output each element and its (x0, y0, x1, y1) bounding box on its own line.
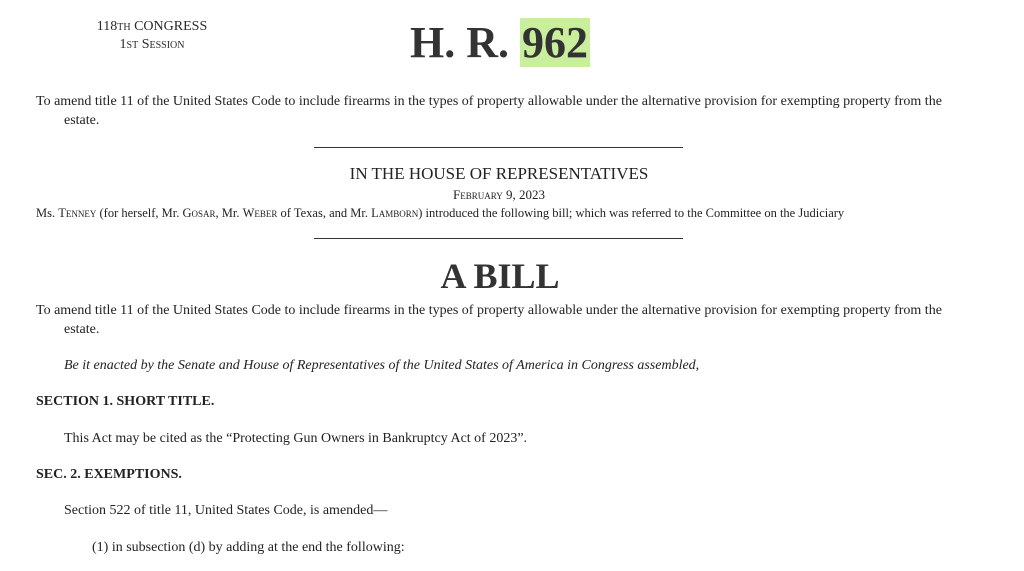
section-2-item-1: (1) in subsection (d) by adding at the end the following: (92, 540, 405, 555)
divider-top (314, 147, 683, 148)
session-number: 1st Session (119, 37, 185, 52)
cosponsor-name: Lamborn (371, 206, 419, 220)
bill-prefix: H. R. (410, 18, 520, 67)
section-1-heading: SECTION 1. SHORT TITLE. (36, 394, 215, 409)
section-1-text: This Act may be cited as the “Protecting Gun Owners in Bankruptcy Act of 2023”. (64, 431, 528, 446)
introduction-date: February 9, 2023 (453, 187, 545, 202)
congress-session-label (88, 18, 216, 54)
bill-purpose-line-2: estate. (64, 322, 100, 337)
divider-bottom (314, 238, 683, 239)
bill-purpose-text (36, 301, 966, 339)
bill-purpose-line-1: To amend title 11 of the United States Code to include firearms in the types of property allowable under the alternative provision for exempting property from the (36, 303, 942, 318)
bill-number-title (380, 16, 620, 70)
section-2-heading: SEC. 2. EXEMPTIONS. (36, 467, 182, 482)
a-bill-heading: A BILL (440, 256, 560, 296)
sponsors-line: Ms. Tenney (for herself, Mr. Gosar, Mr. Weber of Texas, and Mr. Lamborn) introduced the following bill; which was referred to the Committee on the Judiciary (36, 206, 845, 220)
congress-number: 118th CONGRESS (96, 19, 208, 34)
cosponsor-name: Gosar (182, 206, 216, 220)
section-2-text: Section 522 of title 11, United States Code, is amended— (64, 503, 388, 518)
bill-purpose-summary (36, 92, 966, 130)
cosponsor-name: Weber (242, 206, 278, 220)
purpose-line-2: estate. (64, 113, 100, 128)
house-heading: IN THE HOUSE OF REPRESENTATIVES (349, 164, 649, 183)
bill-number-highlight: 962 (522, 18, 588, 67)
purpose-line-1: To amend title 11 of the United States Code to include firearms in the types of property allowable under the alternative provision for exempting property from the (36, 94, 942, 109)
enacting-clause: Be it enacted by the Senate and House of Representatives of the United States of America in Congress assembled, (64, 358, 700, 373)
sponsor-name: Tenney (58, 206, 97, 220)
